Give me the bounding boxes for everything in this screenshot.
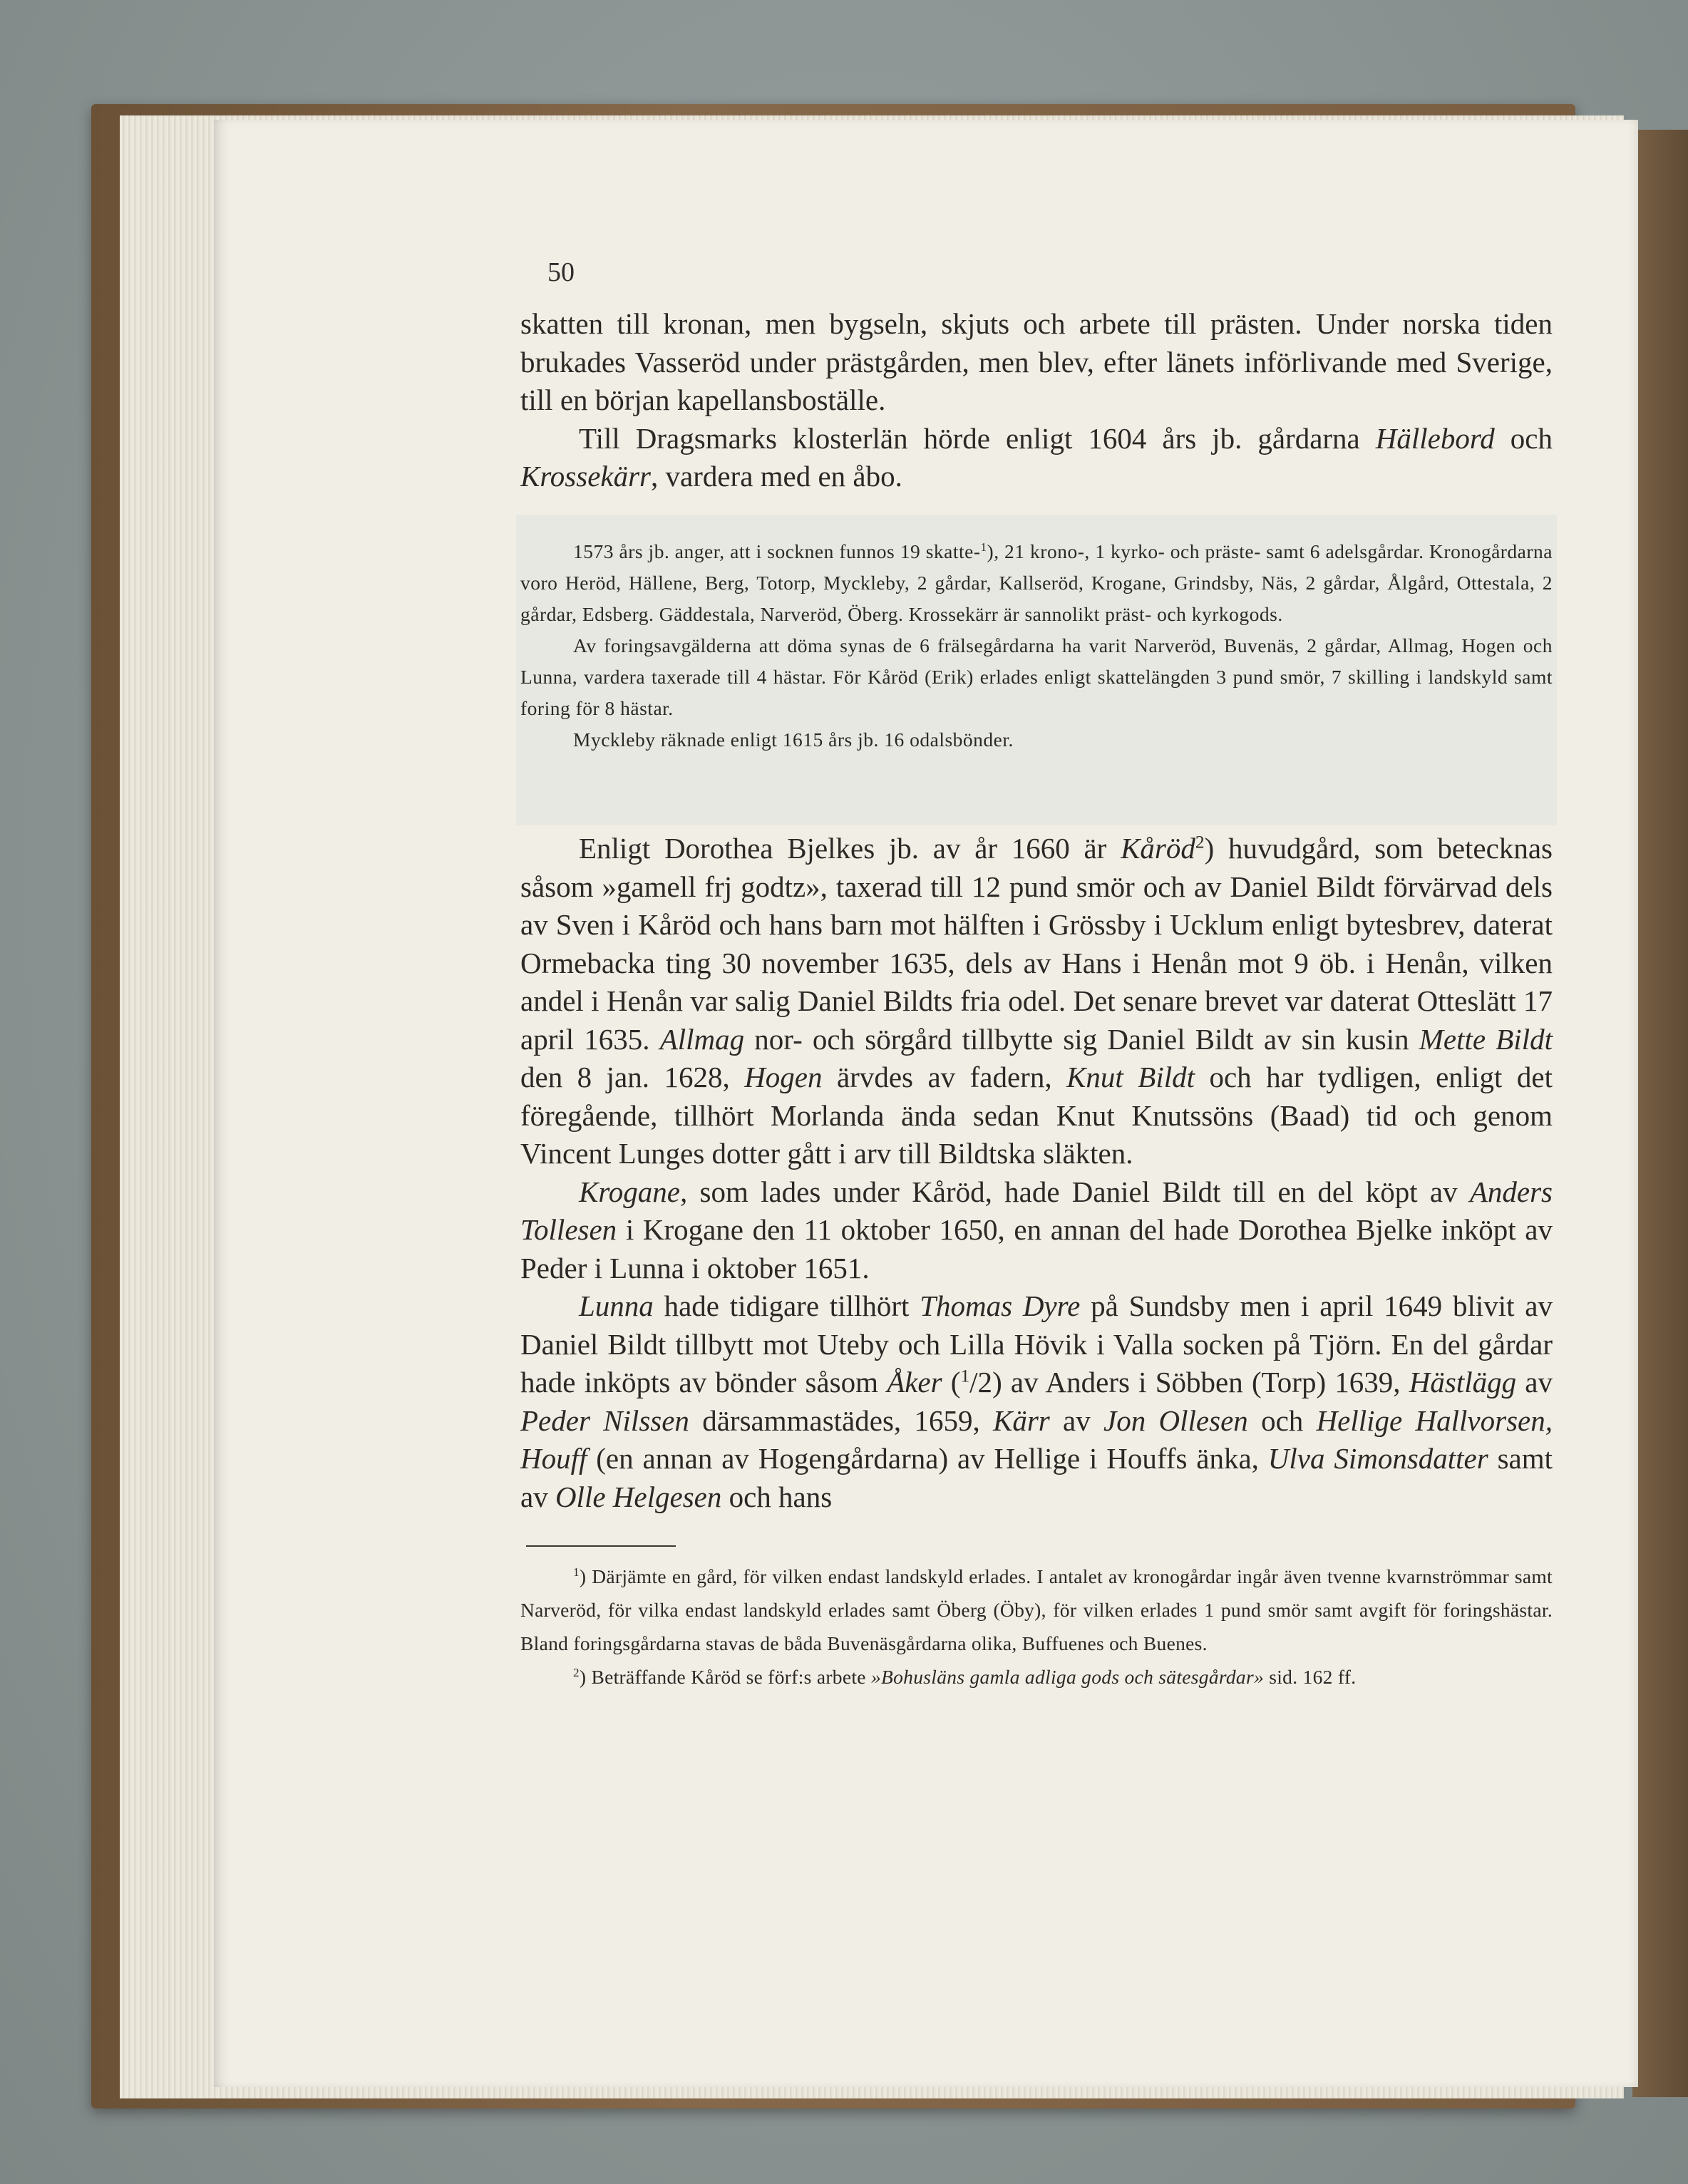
small-print-paragraph-3: Myckleby räknade enligt 1615 års jb. 16 odalsbönder. xyxy=(573,728,1014,751)
footnote-2: $^2$) Beträffande Kåröd se förf:s arbete »Bohusläns gamla adliga gods och sätesgårdar» sid. 162 ff. xyxy=(573,1665,1357,1688)
body-paragraph-2: Krogane, som lades under Kåröd, hade Daniel Bildt till en del köpt av Anders Tollesen i Krogane den 11 oktober 1650, en annan del hade Dorothea Bjelke inköpt av Peder i Lunna i oktober 1651. xyxy=(520,1175,1553,1284)
footnote-1: $^1$) Därjämte en gård, för vilken endast landskyld erlades. I antalet av kronogårdar ingår även tvenne kvarnströmmar samt Narveröd, för vilka endast landskyld erlades samt Öberg (Öby), för vilken erlades 1 pund smör samt avgift för foringshästar. Bland foringsgårdarna stavas de båda Buvenäsgårdarna olika, Buffuenes och Buenes. xyxy=(520,1565,1553,1654)
footnotes xyxy=(520,1560,1553,1694)
small-print-block xyxy=(520,536,1553,756)
intro-paragraph-1: skatten till kronan, men bygseln, skjuts och arbete till prästen. Under norska tiden brukades Vasseröd under prästgården, men blev, efter länets införlivande med Sverige, till en början kapellansboställe. xyxy=(520,307,1553,416)
right-cover-edge xyxy=(1632,130,1688,2097)
small-print-paragraph-2: Av foringsavgälderna att döma synas de 6 frälsegårdarna ha varit Narveröd, Buvenäs, 2 gårdar, Allmag, Hogen och Lunna, vardera taxerade till 4 hästar. För Kåröd (Erik) erlades enligt skattelängden 3 pund smör, 7 skilling i landskyld samt foring för 8 hästar. xyxy=(520,634,1553,719)
body-paragraph-3: Lunna hade tidigare tillhört Thomas Dyre på Sundsby men i april 1649 blivit av Daniel Bildt tillbytt mot Uteby och Lilla Hövik i Valla socken på Tjörn. En del gårdar hade inköpts av bönder såsom Åker ($^1$/2) av Anders i Söbben (Torp) 1639, Hästlägg av Peder Nilssen därsammastädes, 1659, Kärr av Jon Ollesen och Hellige Hallvorsen, Houff (en annan av Hogengårdarna) av Hellige i Houffs änka, Ulva Simonsdatter samt av Olle Helgesen och hans xyxy=(520,1289,1553,1513)
intro-paragraph-2: Till Dragsmarks klosterlän hörde enligt 1604 års jb. gårdarna Hällebord och Krossekärr, vardera med en åbo. xyxy=(520,421,1553,493)
intro-text xyxy=(520,305,1553,496)
body-paragraph-1: Enligt Dorothea Bjelkes jb. av år 1660 är Kåröd$^2$) huvudgård, som betecknas såsom »gamell frj godtz», taxerad till 12 pund smör och av Daniel Bildt förvärvad dels av Sven i Kåröd och hans barn mot hälften i Grössby i Ucklum enligt bytesbrev, daterat Ormebacka ting 30 november 1635, dels av Hans i Henån mot 9 öb. i Henån, vilken andel i Henån var salig Daniel Bildts fria odel. Det senare brevet var daterat Otteslätt 17 april 1635. Allmag nor- och sörgård tillbytte sig Daniel Bildt av sin kusin Mette Bildt den 8 jan. 1628, Hogen ärvdes av fadern, Knut Bildt och har tydligen, enligt det föregående, tillhört Morlanda ända sedan Knut Knutssöns (Baad) tid och genom Vincent Lunges dotter gått i arv till Bildtska släkten. xyxy=(520,832,1553,1170)
body-text xyxy=(520,830,1553,1516)
small-print-paragraph-1: 1573 års jb. anger, att i socknen funnos 19 skatte-$^1$), 21 krono-, 1 kyrko- och präste- samt 6 adelsgårdar. Kronogårdarna voro Heröd, Hällene, Berg, Totorp, Myckleby, 2 gårdar, Kallseröd, Krogane, Grindsby, Näs, 2 gårdar, Ålgård, Ottestala, 2 gårdar, Edsberg. Gäddestala, Narveröd, Öberg. Krossekärr är sannolikt präst- och kyrkogods. xyxy=(520,540,1553,625)
footnote-rule xyxy=(526,1545,676,1547)
page-number: 50 xyxy=(547,257,575,287)
